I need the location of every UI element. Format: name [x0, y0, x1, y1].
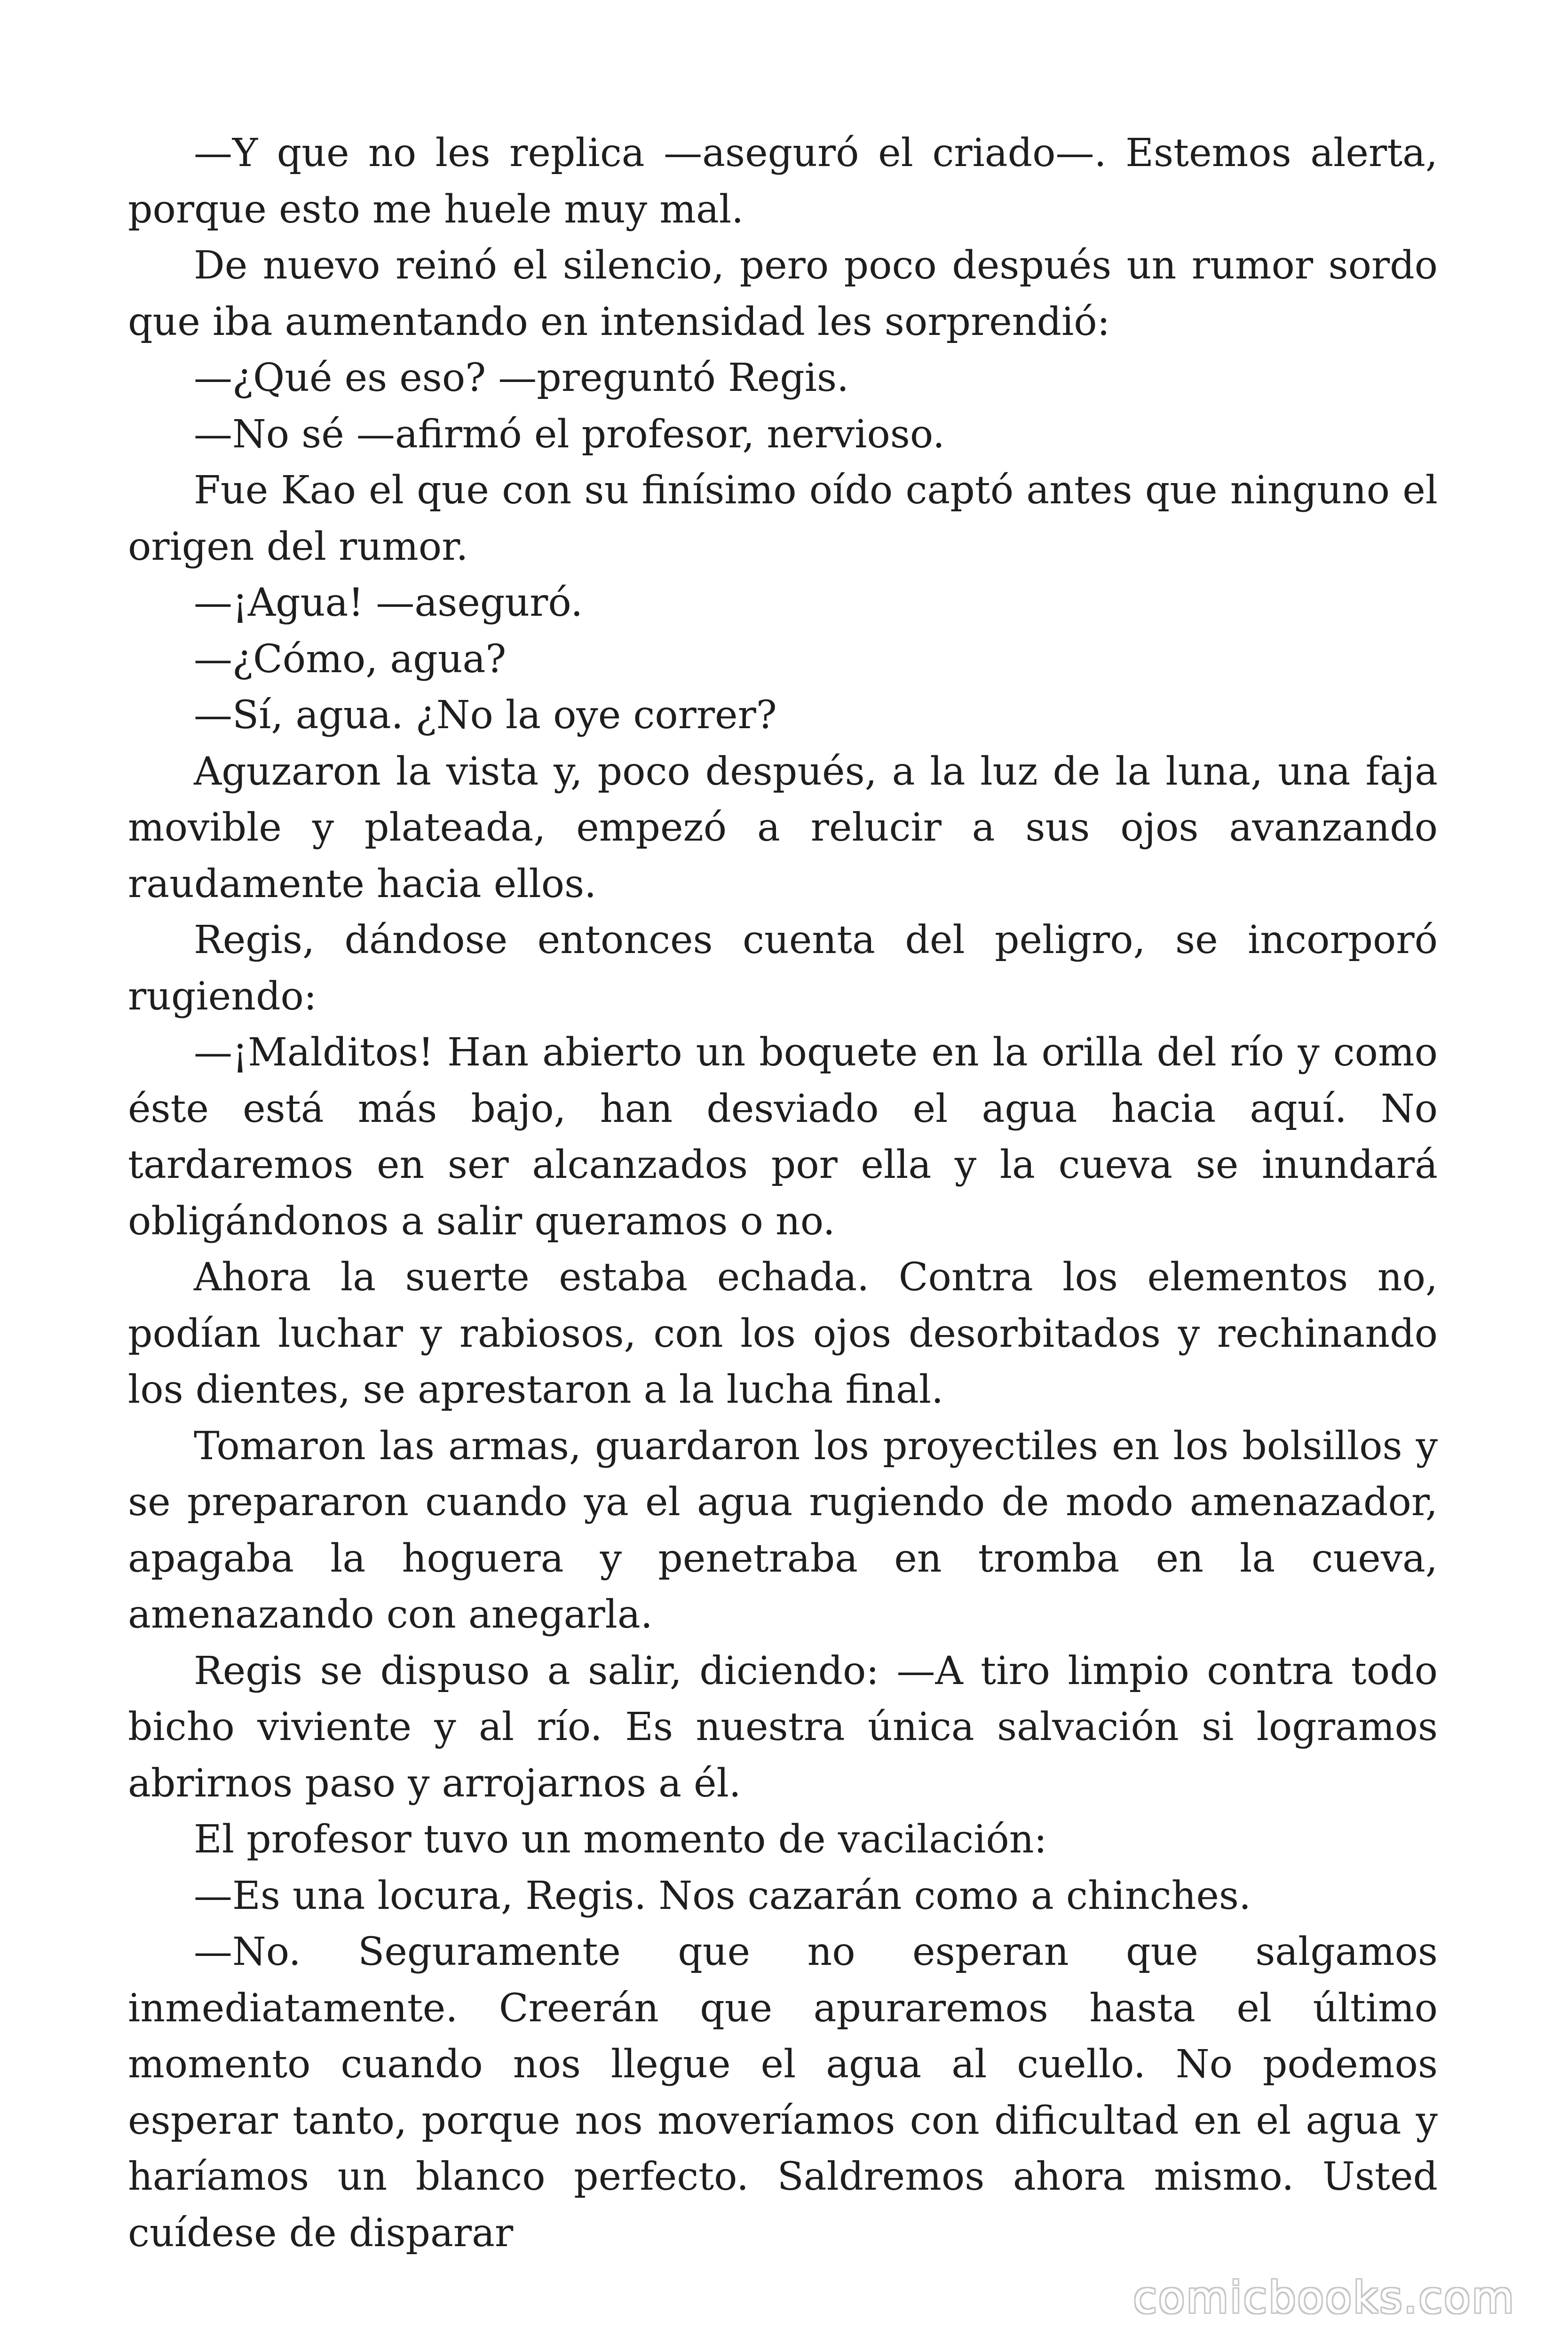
paragraph: De nuevo reinó el silencio, pero poco después un rumor sordo que iba aumentando en intensidad les sorprendió: [128, 243, 1438, 344]
paragraph: —Sí, agua. ¿No la oye correr? [194, 693, 777, 738]
paragraph: —No sé —afirmó el profesor, nervioso. [194, 412, 945, 457]
paragraph: Aguzaron la vista y, poco después, a la luz de la luna, una faja movible y plateada, empezó a relucir a sus ojos avanzando raudamente hacia ellos. [128, 749, 1438, 906]
paragraph: Fue Kao el que con su finísimo oído captó antes que ninguno el origen del rumor. [128, 468, 1438, 569]
paragraph: —¡Agua! —aseguró. [194, 580, 583, 625]
watermark: comicbooks.com [1133, 2273, 1515, 2323]
paragraph: El profesor tuvo un momento de vacilación: [194, 1817, 1047, 1862]
paragraph: —Es una locura, Regis. Nos cazarán como a chinches. [194, 1873, 1251, 1918]
paragraph: Regis, dándose entonces cuenta del peligro, se incorporó rugiendo: [128, 918, 1438, 1019]
paragraph: Regis se dispuso a salir, diciendo: —A tiro limpio contra todo bicho viviente y al río. Es nuestra única salvación si logramos abrirnos paso y arrojarnos a él. [128, 1648, 1438, 1806]
paragraph: —¿Qué es eso? —preguntó Regis. [194, 356, 849, 400]
paragraph: —Y que no les replica —aseguró el criado—. Estemos alerta, porque esto me huele muy mal. [128, 131, 1438, 232]
paragraph: Tomaron las armas, guardaron los proyectiles en los bolsillos y se prepararon cuando ya el agua rugiendo de modo amenazador, apagaba la hoguera y penetraba en tromba en la cueva, amenazando con anegarla. [128, 1423, 1438, 1637]
paragraph: Ahora la suerte estaba echada. Contra los elementos no, podían luchar y rabiosos, con los ojos desorbitados y rechinando los dientes, se aprestaron a la lucha final. [128, 1255, 1438, 1412]
paragraph: —¡Malditos! Han abierto un boquete en la orilla del río y como éste está más bajo, han desviado el agua hacia aquí. No tardaremos en ser alcanzados por ella y la cueva se inundará obligándonos a salir queramos o no. [128, 1030, 1438, 1244]
paragraph: —No. Seguramente que no esperan que salgamos inmediatamente. Creerán que apuraremos hasta el último momento cuando nos llegue el agua al cuello. No podemos esperar tanto, porque nos moveríamos con dificultad en el agua y haríamos un blanco perfecto. Saldremos ahora mismo. Usted cuídese de disparar [128, 1930, 1438, 2256]
page-body-text [128, 125, 1438, 2261]
paragraph: —¿Cómo, agua? [194, 636, 507, 682]
